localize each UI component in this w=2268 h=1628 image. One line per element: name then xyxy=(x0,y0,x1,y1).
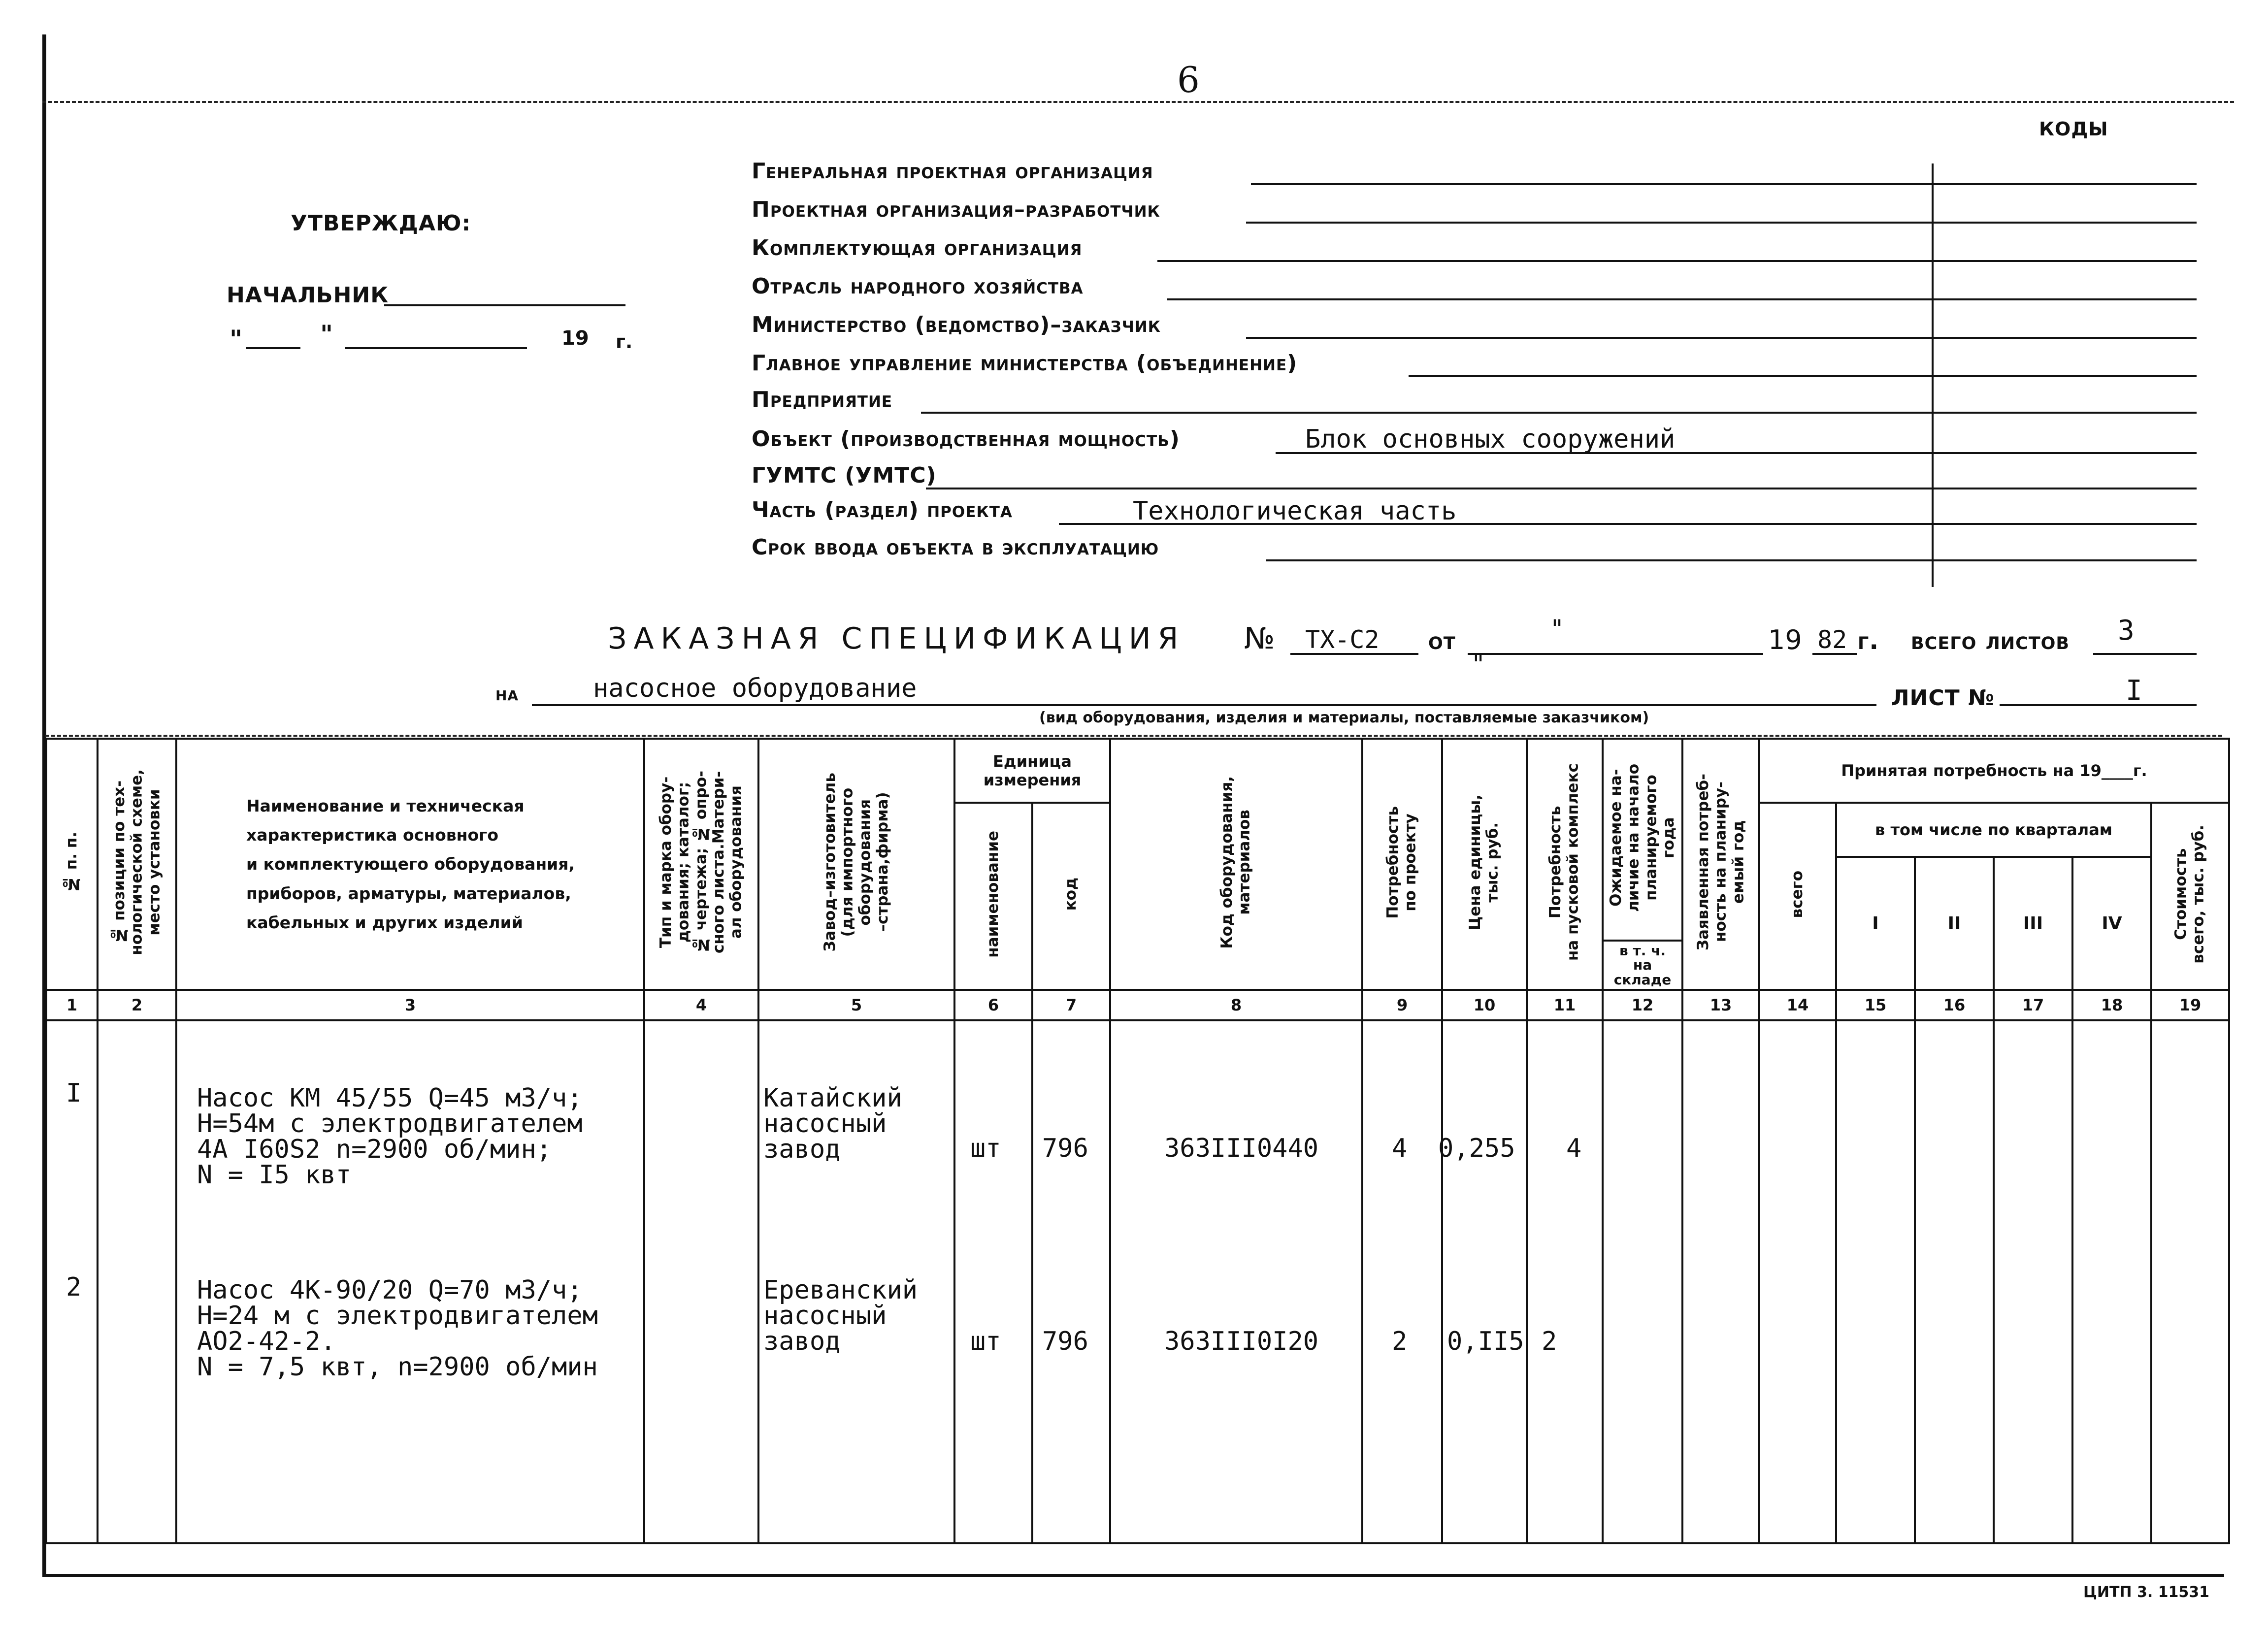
col-num-3: 3 xyxy=(176,990,644,1020)
col-num-18: 18 xyxy=(2072,990,2151,1020)
body-col-8 xyxy=(1110,1020,1362,1543)
row1-name: Насос КМ 45/55 Q=45 м3/ч; Н=54м с электродвигателем 4А I60S2 n=2900 об/мин; N = I5 квт xyxy=(197,1083,583,1190)
header-c12: Ожидаемое на- личие на начало планируемого года xyxy=(1603,739,1682,941)
body-col-13 xyxy=(1682,1020,1759,1543)
field-enterprise-label: Предприятие xyxy=(752,387,893,412)
col-num-12: 12 xyxy=(1603,990,1682,1020)
date-year-suffix: г. xyxy=(616,331,633,353)
field-design-org-line xyxy=(1246,222,2197,224)
row2-unit-name: шт xyxy=(970,1327,1001,1356)
header-c5: Завод–изготовитель (для импортного оборудования –страна,фирма) xyxy=(758,739,954,990)
col-num-5: 5 xyxy=(758,990,954,1020)
field-commission-label: Срок ввода объекта в эксплуатацию xyxy=(752,535,1159,560)
field-section-line xyxy=(1059,523,2197,525)
header-c10: Цена единицы, тыс. руб. xyxy=(1442,739,1527,990)
field-general-org-line xyxy=(1251,183,2197,185)
col-num-16: 16 xyxy=(1915,990,1994,1020)
field-gumts-label: ГУМТС (УМТС) xyxy=(752,463,937,488)
row1-unit-code: 796 xyxy=(1042,1134,1088,1163)
date-year-prefix: 19 xyxy=(561,327,589,350)
header-c7: код xyxy=(1032,803,1110,990)
body-col-16 xyxy=(1915,1020,1994,1543)
body-col-7 xyxy=(1032,1020,1110,1543)
header-c14: всего xyxy=(1759,803,1836,990)
row2-unit-code: 796 xyxy=(1042,1327,1088,1356)
body-col-17 xyxy=(1994,1020,2072,1543)
spec-number-value: ТХ-С2 xyxy=(1305,625,1380,654)
field-object-value: Блок основных сооружений xyxy=(1305,424,1676,454)
col-num-4: 4 xyxy=(644,990,758,1020)
body-col-14 xyxy=(1759,1020,1836,1543)
col-num-19: 19 xyxy=(2151,990,2229,1020)
spec-number-line xyxy=(1290,653,1418,655)
row2-price: 0,II5 xyxy=(1447,1327,1524,1356)
header-c4: Тип и марка обору- дования; каталог; № чертежа; № опро- сного листа.Матери- ал оборудования xyxy=(644,739,758,990)
date-open-quote: " xyxy=(230,325,243,354)
date-month-line xyxy=(345,347,527,349)
date-day-line xyxy=(246,347,300,349)
field-section-value: Технологическая часть xyxy=(1133,496,1457,526)
field-commission-line xyxy=(1266,559,2197,561)
header-c8: Код оборудования, материалов xyxy=(1110,739,1362,990)
top-dashed-border xyxy=(42,101,2234,103)
footer-stamp: ЦИТП 3. 11531 xyxy=(2083,1584,2210,1601)
spec-on-value: насосное оборудование xyxy=(593,674,917,703)
col-num-14: 14 xyxy=(1759,990,1836,1020)
field-design-org-label: Проектная организация–разработчик xyxy=(752,197,1160,222)
row2-equip-code: 363III0I20 xyxy=(1164,1327,1319,1356)
spec-year-line xyxy=(1812,653,1857,655)
col-num-11: 11 xyxy=(1527,990,1603,1020)
header-c15: I xyxy=(1836,857,1915,990)
spec-sheet-line xyxy=(2000,704,2197,706)
header-unit-group: Единица измерения xyxy=(954,739,1110,803)
field-industry-label: Отрасль народного хозяйства xyxy=(752,274,1084,299)
col-num-2: 2 xyxy=(98,990,176,1020)
col-num-13: 13 xyxy=(1682,990,1759,1020)
spec-on-line xyxy=(532,704,1876,706)
body-col-12 xyxy=(1603,1020,1682,1543)
row2-num: 2 xyxy=(66,1272,82,1302)
col-num-15: 15 xyxy=(1836,990,1915,1020)
row1-need-launch: 4 xyxy=(1566,1134,1582,1163)
col-num-10: 10 xyxy=(1442,990,1527,1020)
chief-label: НАЧАЛЬНИК xyxy=(227,283,389,308)
field-main-dept-line xyxy=(1409,375,2197,377)
body-col-9 xyxy=(1362,1020,1442,1543)
field-section-label: Часть (раздел) проекта xyxy=(752,497,1013,522)
row1-need-project: 4 xyxy=(1392,1134,1408,1163)
header-c9: Потребность по проекту xyxy=(1362,739,1442,990)
col-num-1: 1 xyxy=(46,990,98,1020)
spec-total-line xyxy=(2093,653,2197,655)
row1-price: 0,255 xyxy=(1438,1134,1515,1163)
page-number: 6 xyxy=(1177,59,1200,100)
field-industry-line xyxy=(1167,298,2197,300)
field-gumts-line xyxy=(926,488,2197,489)
col-num-7: 7 xyxy=(1032,990,1110,1020)
body-col-18 xyxy=(2072,1020,2151,1543)
row2-name: Насос 4К-90/20 Q=70 м3/ч; Н=24 м с электродвигателем АО2-42-2. N = 7,5 квт, n=2900 об/мин xyxy=(197,1275,598,1382)
row1-plant: Катайский насосный завод xyxy=(763,1083,902,1164)
header-quarters-group: в том числе по кварталам xyxy=(1836,803,2151,857)
spec-total-value: 3 xyxy=(2118,615,2135,647)
header-c17: III xyxy=(1994,857,2072,990)
col-num-9: 9 xyxy=(1362,990,1442,1020)
spec-sheet-value: I xyxy=(2126,675,2142,707)
date-close-quote: " xyxy=(320,320,333,349)
header-c11: Потребность на пусковой комплекс xyxy=(1527,739,1603,990)
spec-title: ЗАКАЗНАЯ СПЕЦИФИКАЦИЯ xyxy=(608,621,1185,656)
spec-year-suffix: г. xyxy=(1858,626,1879,655)
row2-plant: Ереванский насосный завод xyxy=(763,1275,918,1356)
row1-equip-code: 363III0440 xyxy=(1164,1134,1319,1163)
header-c2: № позиции по тех- нологической схеме, место установки xyxy=(98,739,176,990)
bottom-border xyxy=(42,1574,2224,1577)
col-num-17: 17 xyxy=(1994,990,2072,1020)
spec-on-label: на xyxy=(495,683,519,705)
header-c6: наименование xyxy=(954,803,1032,990)
header-accepted-group: Принятая потребность на 19____г. xyxy=(1759,739,2229,803)
body-col-2 xyxy=(98,1020,176,1543)
header-c18: IV xyxy=(2072,857,2151,990)
body-col-10 xyxy=(1442,1020,1527,1543)
approve-title: УТВЕРЖДАЮ: xyxy=(291,211,471,236)
spec-total-label: всего листов xyxy=(1911,626,2070,655)
spec-quote-open: " xyxy=(1551,615,1563,643)
spec-quote-close: " xyxy=(1473,650,1484,679)
spec-year-value: 82 xyxy=(1817,625,1847,654)
body-col-11 xyxy=(1527,1020,1603,1543)
spec-year-prefix: 19 xyxy=(1768,624,1802,655)
field-enterprise-line xyxy=(921,412,2197,414)
codes-label: КОДЫ xyxy=(2039,118,2108,140)
field-object-label: Объект (производственная мощность) xyxy=(752,426,1180,452)
row1-unit-name: шт xyxy=(970,1134,1001,1163)
header-c1: № п. п. xyxy=(46,739,98,990)
body-col-4 xyxy=(644,1020,758,1543)
col-num-8: 8 xyxy=(1110,990,1362,1020)
header-c13: Заявленная потреб- ность на планиру- емый год xyxy=(1682,739,1759,990)
field-supply-org-label: Комплектующая организация xyxy=(752,235,1083,260)
body-col-15 xyxy=(1836,1020,1915,1543)
field-general-org-label: Генеральная проектная организация xyxy=(752,159,1153,184)
row1-num: I xyxy=(66,1078,82,1108)
spec-from-label: от xyxy=(1428,626,1456,655)
spec-number-label: № xyxy=(1244,621,1275,656)
spec-sheet-label: ЛИСТ № xyxy=(1891,685,1995,711)
header-c3: Наименование и техническая характеристика основного и комплектующего оборудования, приборов, арматуры, материалов, кабельных и других изделий xyxy=(176,739,644,990)
column-number-row xyxy=(46,990,2229,1020)
header-c16: II xyxy=(1915,857,1994,990)
row2-need-launch: 2 xyxy=(1542,1327,1557,1356)
field-ministry-line xyxy=(1246,337,2197,339)
field-main-dept-label: Главное управление министерства (объединение) xyxy=(752,351,1298,376)
field-object-line xyxy=(1276,452,2197,454)
header-c19: Стоимость всего, тыс. руб. xyxy=(2151,803,2229,990)
field-ministry-label: Министерство (ведомство)–заказчик xyxy=(752,312,1161,337)
body-col-6 xyxy=(954,1020,1032,1543)
spec-date-line xyxy=(1468,653,1763,655)
body-col-19 xyxy=(2151,1020,2229,1543)
spec-subnote: (вид оборудования, изделия и материалы, поставляемые заказчиком) xyxy=(1039,709,1649,726)
col-num-6: 6 xyxy=(954,990,1032,1020)
header-c12b: в т. ч. на складе xyxy=(1603,941,1682,990)
field-supply-org-line xyxy=(1157,260,2197,262)
table-top-dashed xyxy=(45,735,2222,737)
row2-need-project: 2 xyxy=(1392,1327,1408,1356)
chief-signature-line xyxy=(384,304,625,306)
